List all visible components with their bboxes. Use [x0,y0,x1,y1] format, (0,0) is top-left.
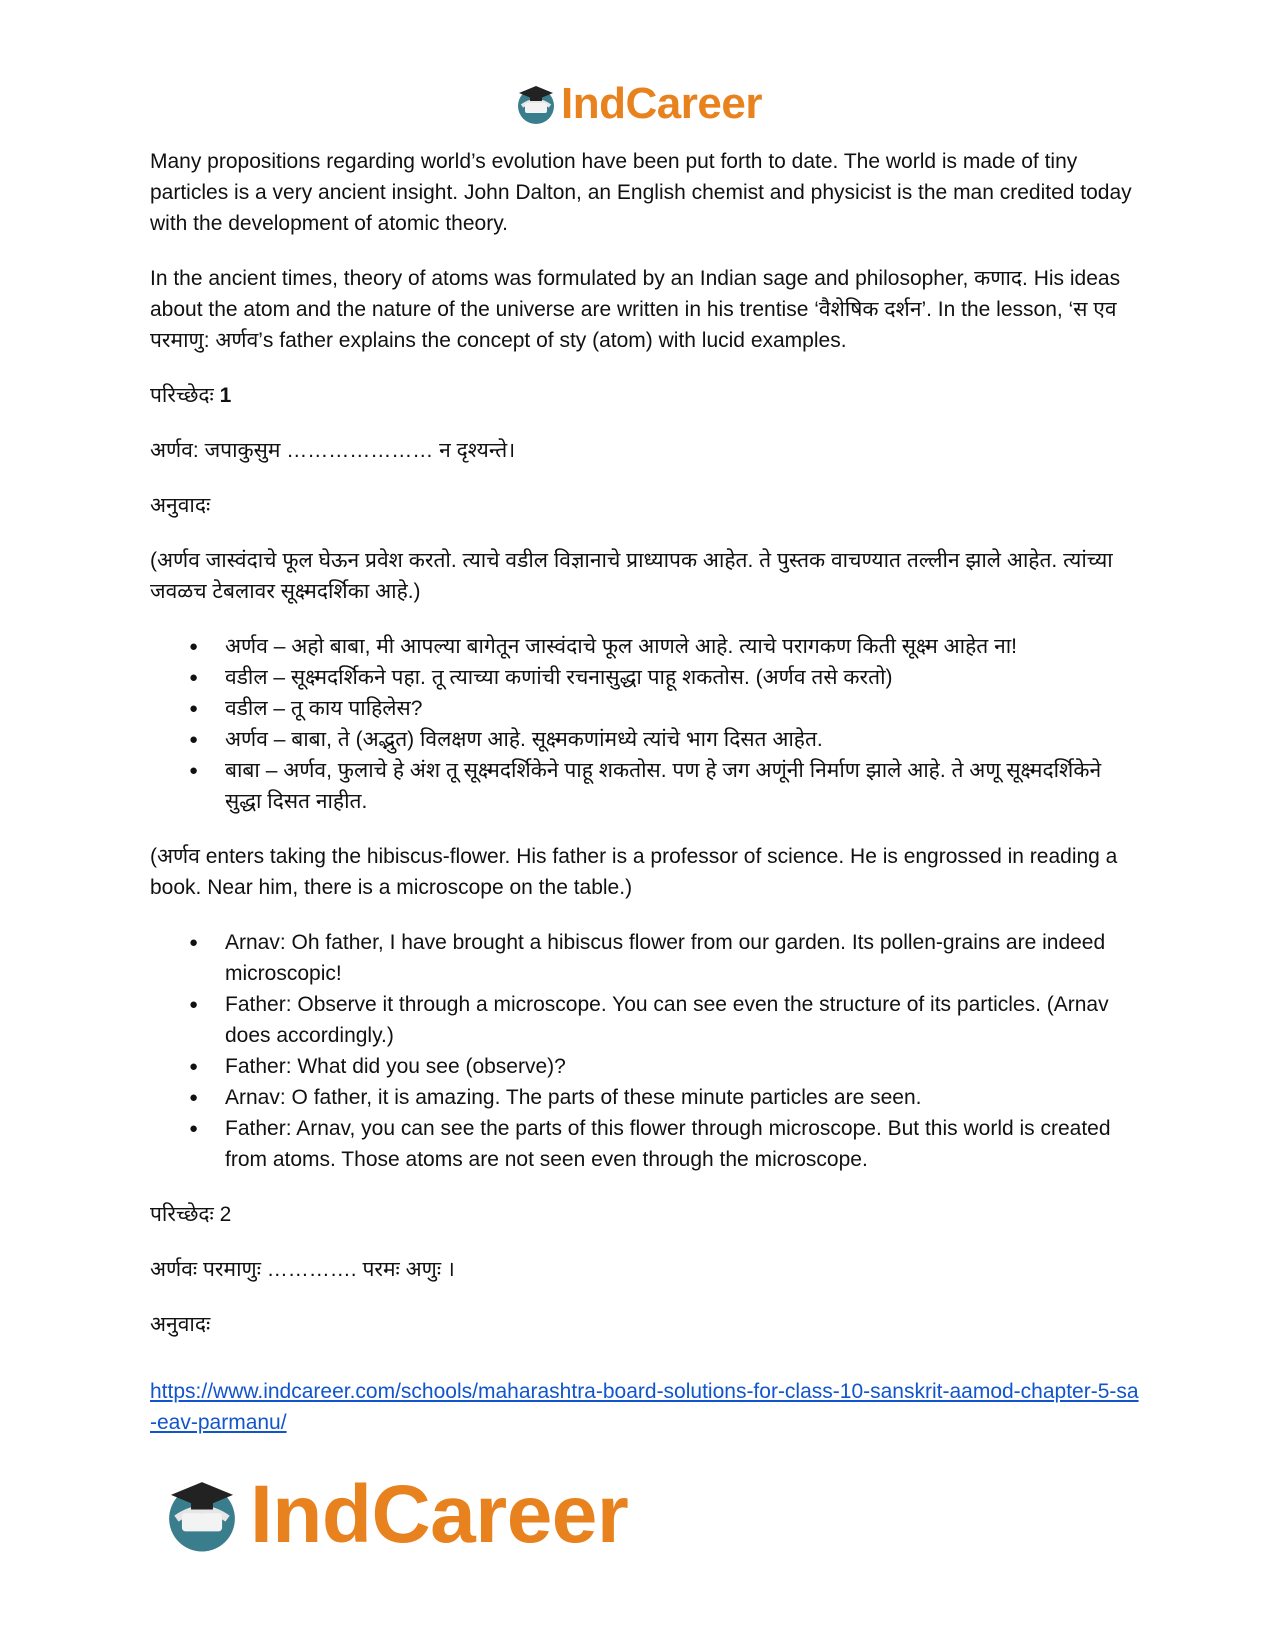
list-item: ● Father: Arnav, you can see the parts of this flower through microscope. But this world is created from atoms. Those atoms are not seen even through the microscope. [225,1113,1140,1175]
list-item: ● बाबा – अर्णव, फुलाचे हे अंश तू सूक्ष्मदर्शिकेने पाहू शकतोस. पण हे जग अणूंनी निर्माण झाले आहे. ते अणू सूक्ष्मदर्शिकेने सुद्धा दिसत नाहीत. [225,755,1140,817]
marathi-dialogue-list [150,631,1140,817]
section-2-translation-label: अनुवादः [150,1313,211,1336]
indcareer-logo-header [0,78,1275,130]
marathi-intro: (अर्णव जास्वंदाचे फूल घेऊन प्रवेश करतो. त्याचे वडील विज्ञानाचे प्राध्यापक आहेत. ते पुस्तक वाचण्यात तल्लीन झाले आहेत. त्यांच्या जवळच टेबलावर सूक्ष्मदर्शिका आहे.) [150,549,1113,603]
source-link[interactable]: https://www.indcareer.com/schools/maharashtra-board-solutions-for-class-10-sanskrit-aamod-chapter-5-sa-eav-parmanu/ [150,1380,1139,1434]
list-item: ● Father: What did you see (observe)? [225,1051,1140,1082]
logo-text: IndCareer [561,79,762,128]
list-item: ● वडील – सूक्ष्मदर्शिकने पहा. तू त्याच्या कणांची रचनासुद्धा पाहू शकतोस. (अर्णव तसे करतो) [225,662,1140,693]
list-item: ● अर्णव – अहो बाबा, मी आपल्या बागेतून जास्वंदाचे फूल आणले आहे. त्याचे परागकण किती सूक्ष्म आहेत ना! [225,631,1140,662]
section-1-heading-label: परिच्छेदः [150,384,214,407]
section-1-heading [150,380,1140,411]
section-1-speaker: अर्णव: [150,439,199,462]
section-2-heading: परिच्छेदः 2 [150,1203,232,1226]
source-link-wrapper [150,1376,1140,1438]
intro-paragraph-2: In the ancient times, theory of atoms was formulated by an Indian sage and philosopher, कणाद. His ideas about the atom and the nature of the universe are written in his trentise ‘वैशेषिक दर्शन’. In the lesson, ‘स एव परमाणु: अर्णव’s father explains the concept of sty (atom) with lucid examples. [150,267,1121,352]
list-item: ● अर्णव – बाबा, ते (अद्भुत) विलक्षण आहे. सूक्ष्मकणांमध्ये त्यांचे भाग दिसत आहेत. [225,724,1140,755]
section-1-heading-number: 1 [219,384,232,407]
main-content [150,146,1140,1462]
list-item: ● Arnav: Oh father, I have brought a hibiscus flower from our garden. Its pollen-grains are indeed microscopic! [225,927,1140,989]
list-item: ● वडील – तू काय पाहिलेस? [225,693,1140,724]
graduation-globe-icon [513,81,559,127]
section-2-verse-line [150,1254,1140,1285]
list-item: ● Father: Observe it through a microscope. You can see even the structure of its particles. (Arnav does accordingly.) [225,989,1140,1051]
english-dialogue-list [150,927,1140,1175]
section-2-speaker: अर्णवः [150,1258,198,1281]
section-1-verse: जपाकुसुम ………………… न दृश्यन्ते। [204,439,516,462]
graduation-globe-icon [160,1473,244,1557]
logo-text: IndCareer [250,1469,629,1560]
list-item: ● Arnav: O father, it is amazing. The parts of these minute particles are seen. [225,1082,1140,1113]
intro-paragraph-1: Many propositions regarding world’s evolution have been put forth to date. The world is made of tiny particles is a very ancient insight. John Dalton, an English chemist and physicist is the man credited today with the development of atomic theory. [150,150,1132,235]
section-2-verse: परमाणुः …………. परमः अणुः । [203,1258,455,1281]
section-1-translation-label: अनुवादः [150,494,211,517]
section-1-verse-line [150,435,1140,466]
english-intro: (अर्णव enters taking the hibiscus-flower. His father is a professor of science. He is engrossed in reading a book. Near him, there is a microscope on the table.) [150,845,1118,899]
indcareer-logo-footer [160,1470,628,1560]
